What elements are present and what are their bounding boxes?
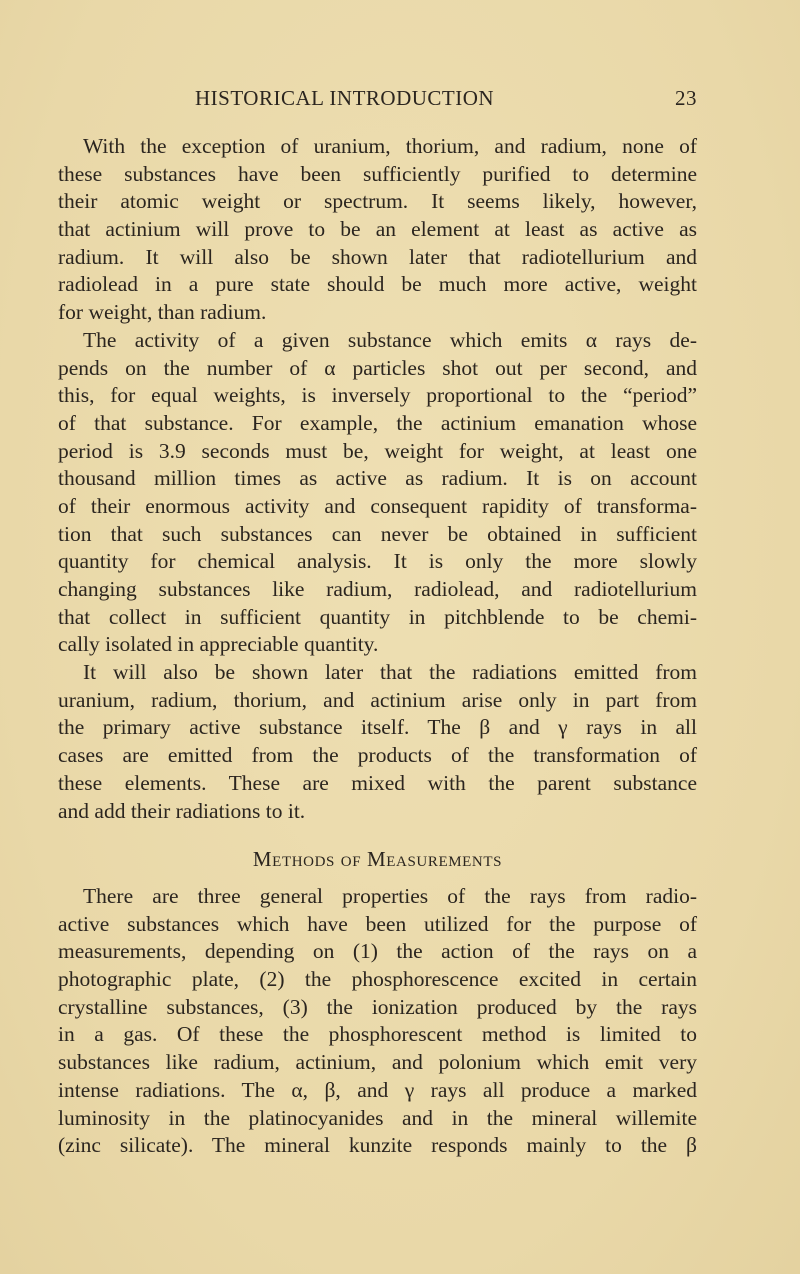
- text-line: and add their radiations to it.: [58, 798, 306, 823]
- text-line: quantity for chemical analysis. It is only the more slowly: [58, 549, 697, 574]
- text-line: photographic plate, (2) the phosphorescence excited in certain: [58, 967, 697, 992]
- text-line: crystalline substances, (3) the ionization produced by the rays: [58, 994, 697, 1019]
- paragraph: [58, 659, 697, 825]
- text-line: radiolead in a pure state should be much more active, weight: [58, 272, 697, 297]
- text-line: (zinc silicate). The mineral kunzite responds mainly to the β: [58, 1133, 697, 1158]
- text-line: substances like radium, actinium, and polonium which emit very: [58, 1050, 697, 1075]
- running-head: [58, 84, 697, 112]
- text-line: uranium, radium, thorium, and actinium arise only in part from: [58, 687, 697, 712]
- text-line: their atomic weight or spectrum. It seems likely, however,: [58, 189, 697, 214]
- text-line: The activity of a given substance which emits α rays de-: [83, 327, 697, 352]
- text-line: cases are emitted from the products of the transformation of: [58, 743, 697, 768]
- text-line: pends on the number of α particles shot out per second, and: [58, 355, 697, 380]
- text-line: There are three general properties of the rays from radio-: [83, 884, 697, 908]
- text-line: radium. It will also be shown later that radiotellurium and: [58, 244, 697, 269]
- text-line: active substances which have been utilized for the purpose of: [58, 911, 697, 936]
- text-line: these elements. These are mixed with the parent substance: [58, 770, 697, 795]
- text-line: It will also be shown later that the radiations emitted from: [83, 660, 697, 685]
- text-line: this, for equal weights, is inversely proportional to the “period”: [58, 383, 697, 408]
- text-line: that actinium will prove to be an element at least as active as: [58, 217, 697, 242]
- text-line: of their enormous activity and consequent rapidity of transforma-: [58, 493, 697, 518]
- page-number: 23: [675, 86, 697, 110]
- text-line: tion that such substances can never be obtained in sufficient: [58, 521, 697, 546]
- paragraph: [58, 883, 697, 1160]
- text-line: of that substance. For example, the actinium emanation whose: [58, 410, 697, 435]
- text-line: for weight, than radium.: [58, 300, 267, 325]
- body-text-top: [58, 133, 697, 825]
- text-line: period is 3.9 seconds must be, weight for weight, at least one: [58, 438, 697, 463]
- running-head-title: HISTORICAL INTRODUCTION: [195, 86, 495, 110]
- text-line: intense radiations. The α, β, and γ rays all produce a marked: [58, 1077, 697, 1102]
- text-line: luminosity in the platinocyanides and in the mineral willemite: [58, 1105, 697, 1130]
- section-heading: Methods of Measurements: [252, 847, 503, 871]
- body-text-section: [58, 883, 697, 1160]
- text-line: changing substances like radium, radiolead, and radiotellurium: [58, 577, 697, 601]
- text-line: measurements, depending on (1) the action of the rays on a: [58, 939, 697, 964]
- paragraph: [58, 327, 697, 659]
- text-line: these substances have been sufficiently purified to determine: [58, 161, 697, 186]
- text-line: thousand million times as active as radium. It is on account: [58, 466, 697, 491]
- text-line: With the exception of uranium, thorium, and radium, none of: [83, 134, 697, 158]
- text-line: in a gas. Of these the phosphorescent method is limited to: [58, 1022, 697, 1047]
- text-line: that collect in sufficient quantity in pitchblende to be chemi-: [58, 604, 697, 629]
- paragraph: [58, 133, 697, 327]
- text-line: the primary active substance itself. The β and γ rays in all: [58, 715, 697, 740]
- text-line: cally isolated in appreciable quantity.: [58, 632, 379, 657]
